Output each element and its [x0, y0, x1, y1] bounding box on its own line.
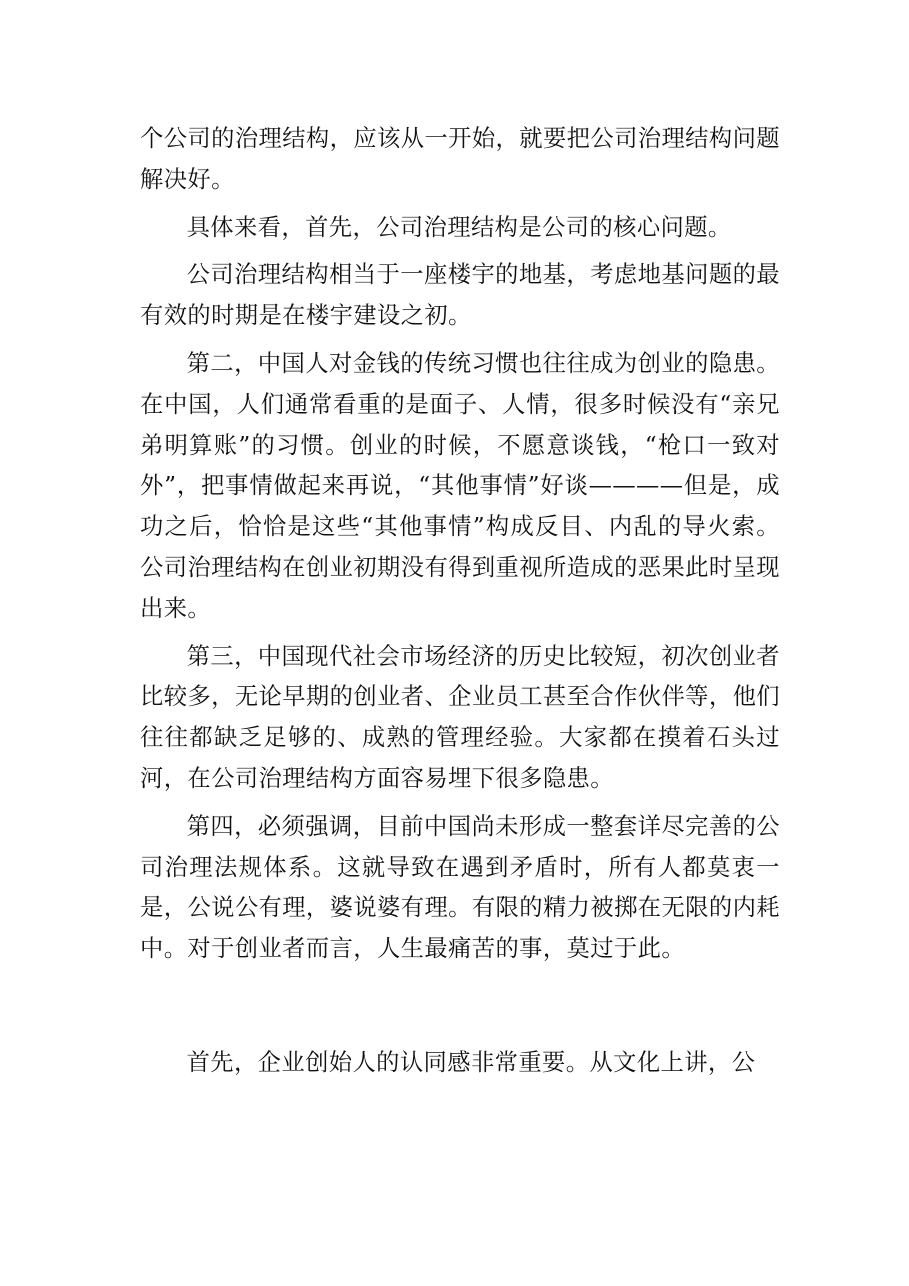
paragraph-1: 个公司的治理结构，应该从一开始，就要把公司治理结构问题解决好。 [140, 125, 780, 193]
document-body [140, 119, 780, 1091]
paragraph-2: 具体来看，首先，公司治理结构是公司的核心问题。 [186, 213, 732, 241]
paragraph-5: 第三，中国现代社会市场经济的历史比较短，初次创业者比较多，无论早期的创业者、企业员工甚至合作伙伴等，他们往往都缺乏足够的、成熟的管理经验。大家都在摸着石头过河，在公司治理结构方面容易埋下很多隐患。 [140, 642, 780, 792]
paragraph-7: 首先，企业创始人的认同感非常重要。从文化上讲，公 [186, 1048, 756, 1076]
paragraph-6: 第四，必须强调，目前中国尚未形成一整套详尽完善的公司治理法规体系。这就导致在遇到矛盾时，所有人都莫衷一是，公说公有理，婆说婆有理。有限的精力被掷在无限的内耗中。对于创业者而言，人生最痛苦的事，莫过于此。 [140, 812, 780, 963]
paragraph-4: 第二，中国人对金钱的传统习惯也往往成为创业的隐患。在中国，人们通常看重的是面子、人情，很多时候没有“亲兄弟明算账”的习惯。创业的时候，不愿意谈钱，“枪口一致对外”，把事情做起来再说，“其他事情”好谈————但是，成功之后，恰恰是这些“其他事情”构成反目、内乱的导火索。公司治理结构在创业初期没有得到重视所造成的恶果此时呈现出来。 [140, 349, 780, 622]
paragraph-gap [140, 977, 780, 1043]
paragraph-3: 公司治理结构相当于一座楼宇的地基，考虑地基问题的最有效的时期是在楼宇建设之初。 [140, 261, 780, 330]
